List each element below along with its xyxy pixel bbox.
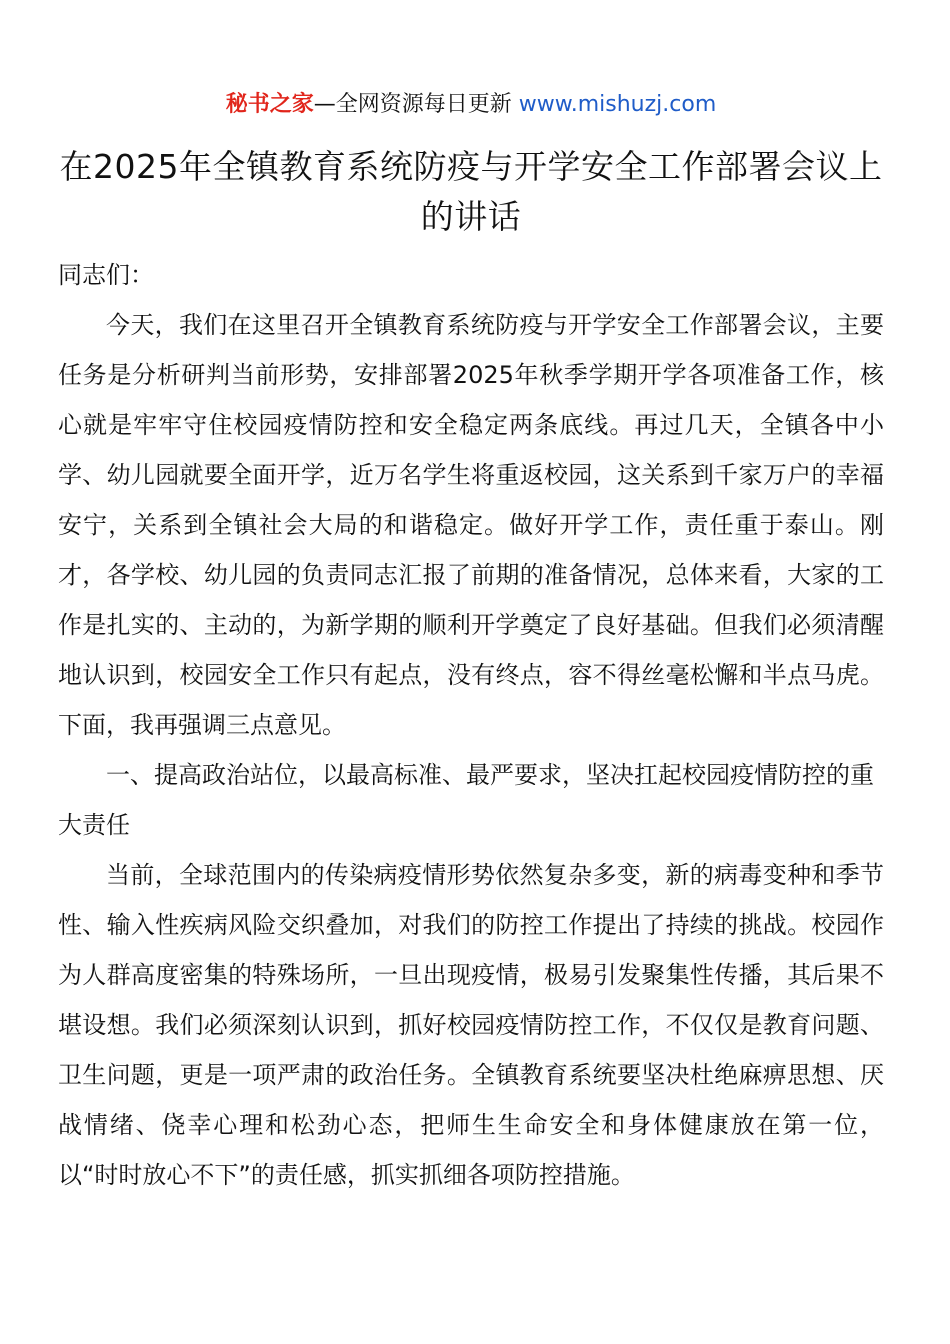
site-url-link[interactable]: www.mishuzj.com — [518, 92, 717, 117]
brand-name: 秘书之家 — [225, 92, 314, 117]
intro-paragraph: 今天，我们在这里召开全镇教育系统防疫与开学安全工作部署会议，主要任务是分析研判当前形势，安排部署2025年秋季学期开学各项准备工作，核心就是牢牢守住校园疫情防控和安全稳定两条底线。再过几天，全镇各中小学、幼儿园就要全面开学，近万名学生将重返校园，这关系到千家万户的幸福安宁，关系到全镇社会大局的和谐稳定。做好开学工作，责任重于泰山。刚才，各学校、幼儿园的负责同志汇报了前期的准备情况，总体来看，大家的工作是扎实的、主动的，为新学期的顺利开学奠定了良好基础。但我们必须清醒地认识到，校园安全工作只有起点，没有终点，容不得丝毫松懈和半点马虎。下面，我再强调三点意见。 — [58, 311, 884, 739]
document-title: 在2025年全镇教育系统防疫与开学安全工作部署会议上的讲话 — [59, 147, 883, 236]
site-banner — [58, 88, 884, 122]
section-1-heading: 一、提高政治站位，以最高标准、最严要求，坚决扛起校园疫情防控的重大责任 — [58, 761, 874, 839]
banner-tagline: —全网资源每日更新 — [313, 92, 519, 117]
section-1-paragraph: 当前，全球范围内的传染病疫情形势依然复杂多变，新的病毒变种和季节性、输入性疾病风险交织叠加，对我们的防控工作提出了持续的挑战。校园作为人群高度密集的特殊场所，一旦出现疫情，极易引发聚集性传播，其后果不堪设想。我们必须深刻认识到，抓好校园疫情防控工作，不仅仅是教育问题、卫生问题，更是一项严肃的政治任务。全镇教育系统要坚决杜绝麻痹思想、厌战情绪、侥幸心理和松劲心态，把师生生命安全和身体健康放在第一位，以“时时放心不下”的责任感，抓实抓细各项防控措施。 — [58, 861, 884, 1189]
salutation: 同志们： — [58, 261, 154, 289]
